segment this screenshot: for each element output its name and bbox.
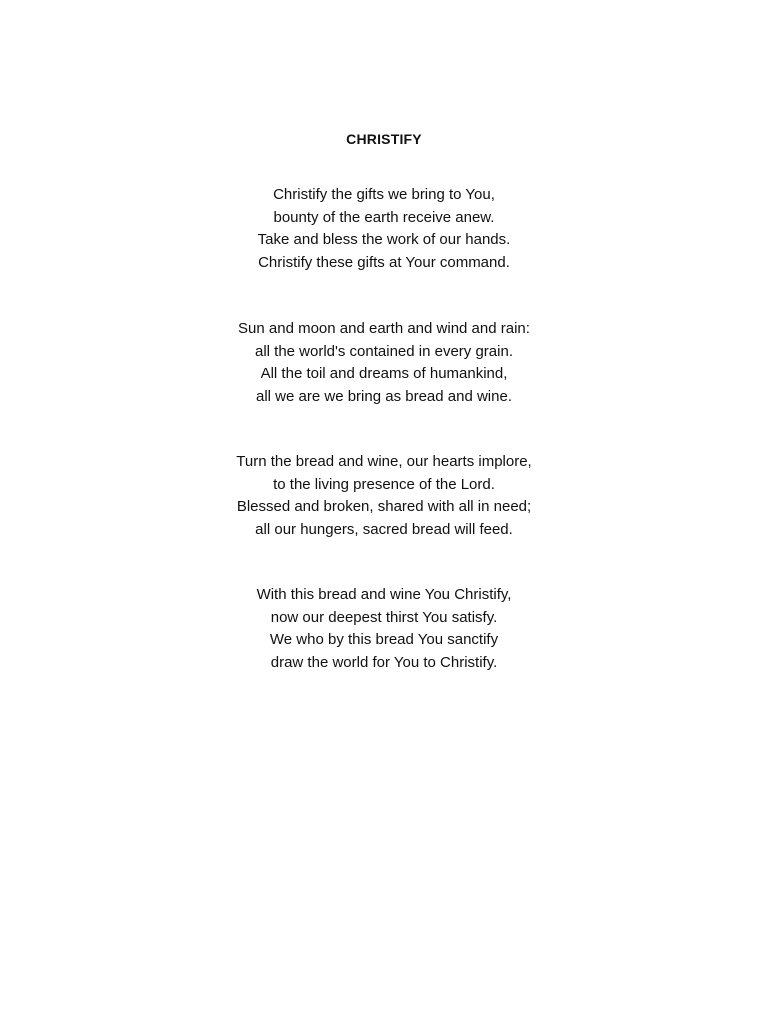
stanza-line: Sun and moon and earth and wind and rain: (238, 320, 530, 337)
stanza-line: now our deepest thirst You satisfy. (270, 608, 498, 626)
stanza-line: All the toil and dreams of humankind, (260, 365, 508, 382)
stanza-1 (0, 184, 768, 274)
stanza-line: draw the world for You to Christify. (270, 653, 498, 671)
document-title: CHRISTIFY (346, 131, 422, 147)
stanza-line: all we are we bring as bread and wine. (256, 387, 512, 405)
stanza-line: Take and bless the work of our hands. (257, 231, 511, 248)
stanza-line: bounty of the earth receive anew. (273, 208, 495, 226)
stanza-line: We who by this bread You sanctify (269, 631, 499, 648)
stanza-3 (0, 451, 768, 541)
stanza-line: all the world's contained in every grain. (254, 342, 513, 360)
stanza-4 (0, 584, 768, 674)
stanza-line: Turn the bread and wine, our hearts implore, (236, 453, 532, 470)
stanza-line: Christify the gifts we bring to You, (273, 186, 495, 203)
stanza-2 (0, 318, 768, 408)
stanza-line: Blessed and broken, shared with all in need; (236, 498, 532, 515)
stanza-line: all our hungers, sacred bread will feed. (255, 520, 513, 538)
stanza-line: Christify these gifts at Your command. (258, 253, 510, 271)
stanza-line: to the living presence of the Lord. (273, 475, 495, 493)
stanza-line: With this bread and wine You Christify, (256, 586, 512, 603)
